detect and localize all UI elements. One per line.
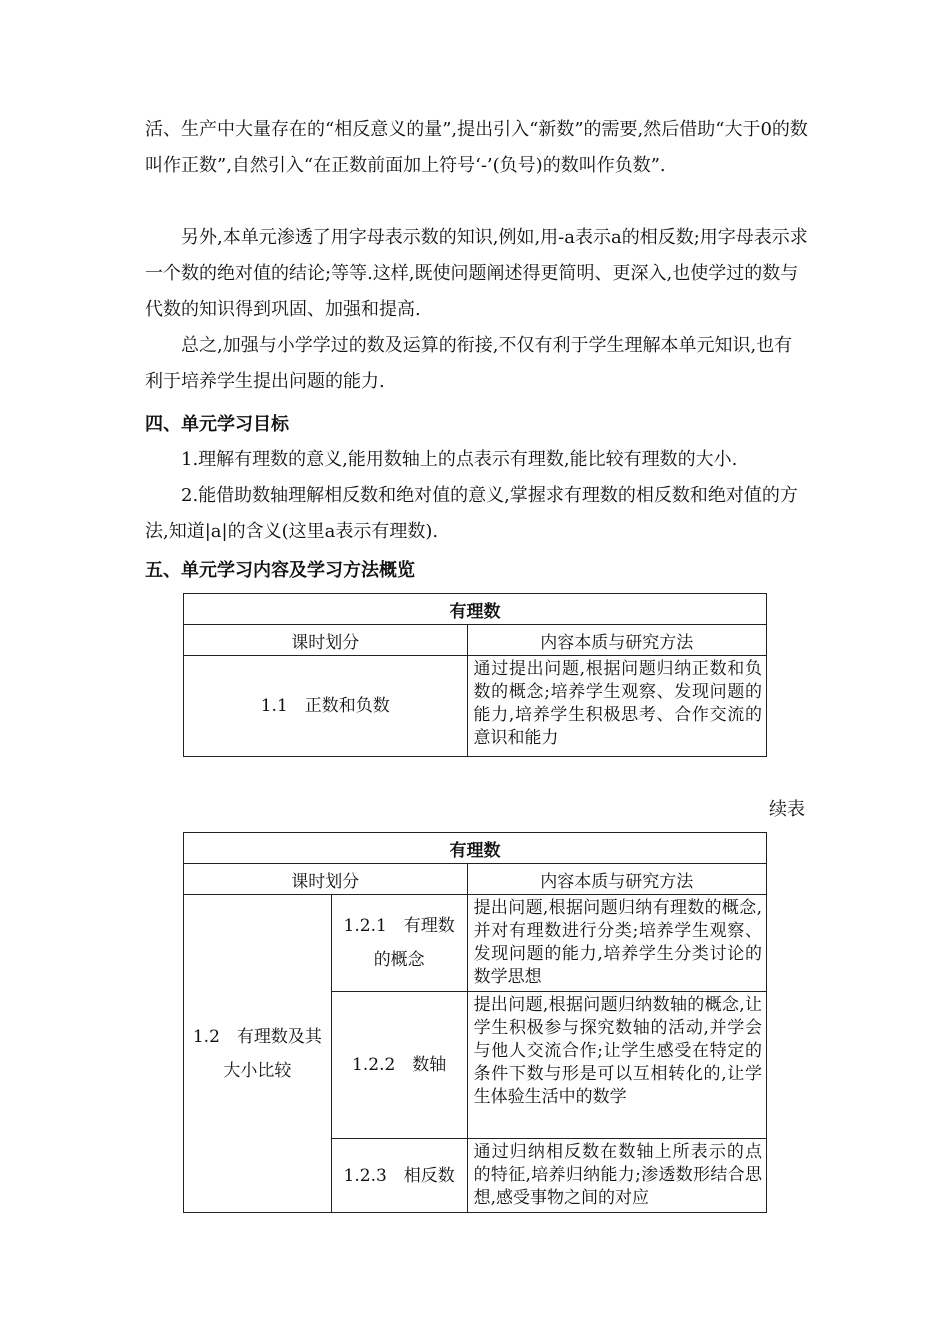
table-overview-continued bbox=[183, 832, 767, 1213]
content-cell: 提出问题,根据问题归纳数轴的概念,让学生积极参与探究数轴的活动,并学会与他人交流合作;让学生感受在特定的条件下数与形是可以互相转化的,让学生体验生活中的数学 bbox=[467, 992, 766, 1139]
column-header-lesson: 课时划分 bbox=[184, 864, 468, 895]
content-cell: 通过提出问题,根据问题归纳正数和负数的概念;培养学生观察、发现问题的能力,培养学生积极思考、合作交流的意识和能力 bbox=[467, 656, 766, 757]
table-title: 有理数 bbox=[184, 833, 767, 864]
sub-lesson-cell: 1.2.2 数轴 bbox=[331, 992, 467, 1139]
paragraph-summary: 总之,加强与小学学过的数及运算的衔接,不仅有利于学生理解本单元知识,也有利于培养学生提出问题的能力. bbox=[145, 335, 793, 392]
section-4-heading: 四、单元学习目标 bbox=[145, 414, 289, 435]
table-title: 有理数 bbox=[184, 594, 767, 625]
table-overview bbox=[183, 593, 767, 757]
continued-table-label: 续表 bbox=[769, 799, 805, 820]
content-cell: 提出问题,根据问题归纳有理数的概念,并对有理数进行分类;培养学生观察、发现问题的能力,培养学生分类讨论的数学思想 bbox=[467, 895, 766, 992]
paragraph-letters: 另外,本单元渗透了用字母表示数的知识,例如,用-a表示a的相反数;用字母表示求一个数的绝对值的结论;等等.这样,既使问题阐述得更简明、更深入,也使学过的数与代数的知识得到巩固、加强和提高. bbox=[145, 227, 808, 320]
content-cell: 通过归纳相反数在数轴上所表示的点的特征,培养归纳能力;渗透数形结合思想,感受事物之间的对应 bbox=[467, 1139, 766, 1213]
paragraph-intro-continued: 活、生产中大量存在的“相反意义的量”,提出引入“新数”的需要,然后借助“大于0的数叫作正数”,自然引入“在正数前面加上符号‘-’(负号)的数叫作负数”. bbox=[145, 119, 808, 176]
column-header-lesson: 课时划分 bbox=[184, 625, 468, 656]
goal-1: 1.理解有理数的意义,能用数轴上的点表示有理数,能比较有理数的大小. bbox=[181, 449, 738, 470]
section-5-heading: 五、单元学习内容及学习方法概览 bbox=[145, 560, 415, 581]
column-header-content: 内容本质与研究方法 bbox=[467, 864, 766, 895]
lesson-group-cell: 1.2 有理数及其大小比较 bbox=[184, 895, 332, 1213]
goal-2: 2.能借助数轴理解相反数和绝对值的意义,掌握求有理数的相反数和绝对值的方法,知道|a|的含义(这里a表示有理数). bbox=[145, 485, 798, 542]
lesson-cell: 1.1 正数和负数 bbox=[184, 656, 468, 757]
sub-lesson-cell: 1.2.3 相反数 bbox=[331, 1139, 467, 1213]
sub-lesson-cell: 1.2.1 有理数的概念 bbox=[331, 895, 467, 992]
column-header-content: 内容本质与研究方法 bbox=[467, 625, 766, 656]
